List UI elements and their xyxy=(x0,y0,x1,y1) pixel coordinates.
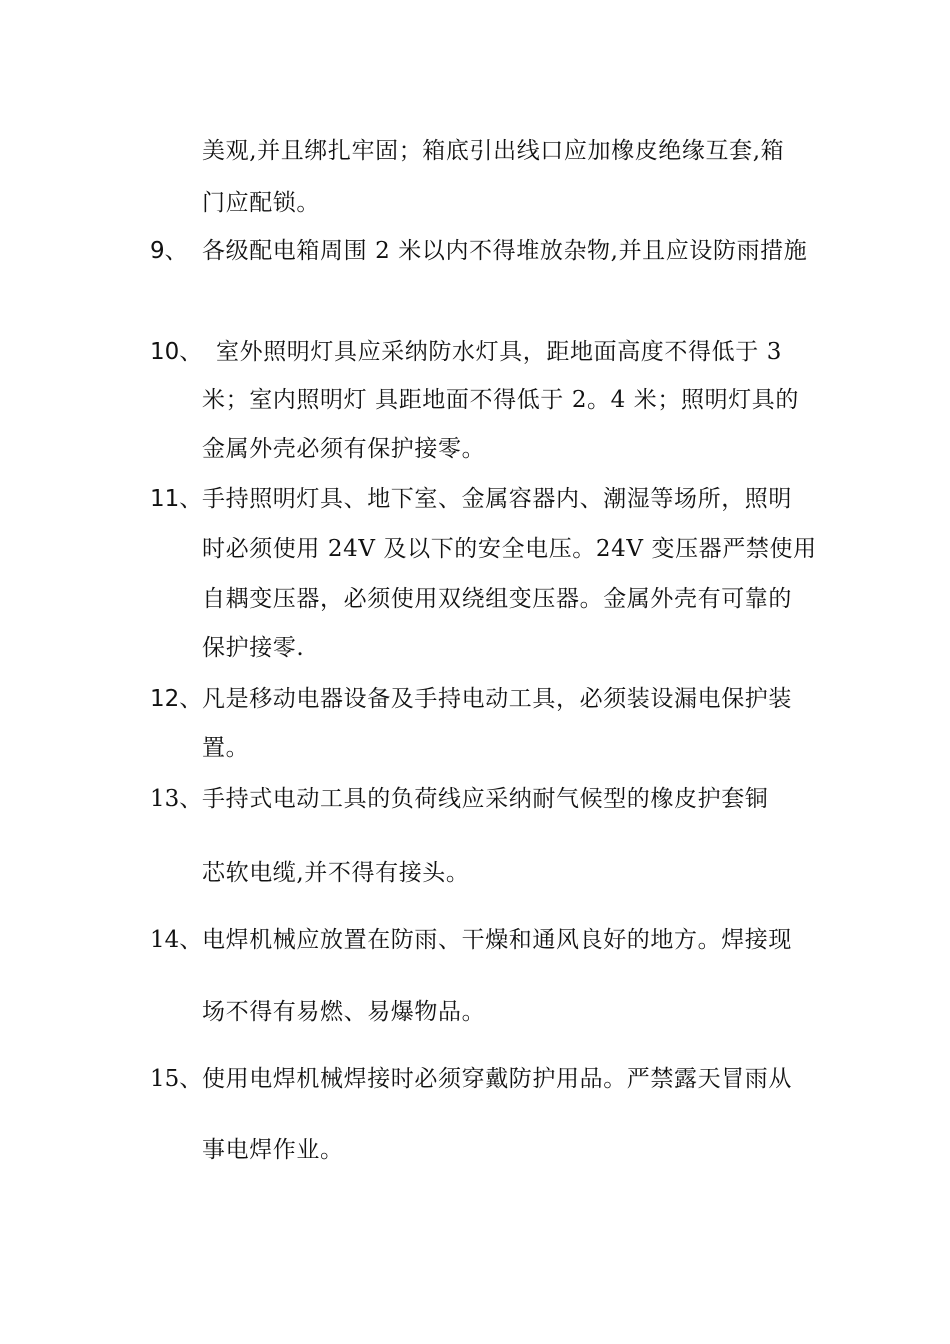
paragraph-line: 美观,并且绑扎牢固；箱底引出线口应加橡皮绝缘互套,箱 xyxy=(202,138,785,164)
item-number: 11、 xyxy=(150,486,203,512)
paragraph-line: 金属外壳必须有保护接零。 xyxy=(202,436,486,462)
paragraph-line: 使用电焊机械焊接时必须穿戴防护用品。严禁露天冒雨从 xyxy=(202,1066,792,1092)
paragraph-line: 凡是移动电器设备及手持电动工具，必须装设漏电保护装 xyxy=(202,686,792,712)
paragraph-line: 各级配电箱周围 2 米以内不得堆放杂物,并且应设防雨措施 xyxy=(202,238,808,264)
item-number: 14、 xyxy=(150,927,203,953)
paragraph-line: 置。 xyxy=(202,735,250,761)
paragraph-line: 手持式电动工具的负荷线应采纳耐气候型的橡皮护套铜 xyxy=(202,786,769,812)
paragraph-line: 事电焊作业。 xyxy=(202,1137,344,1163)
paragraph-line: 门应配锁。 xyxy=(202,190,320,216)
paragraph-line: 保护接零. xyxy=(202,635,305,661)
paragraph-line: 场不得有易燃、易爆物品。 xyxy=(202,999,486,1025)
paragraph-line: 自耦变压器，必须使用双绕组变压器。金属外壳有可靠的 xyxy=(202,586,792,612)
item-number: 10、 xyxy=(150,339,203,365)
item-number: 12、 xyxy=(150,686,203,712)
item-number: 13、 xyxy=(150,786,203,812)
paragraph-line: 时必须使用 24V 及以下的安全电压。24V 变压器严禁使用 xyxy=(202,536,817,562)
paragraph-line: 手持照明灯具、地下室、金属容器内、潮湿等场所，照明 xyxy=(202,486,792,512)
paragraph-line: 电焊机械应放置在防雨、干燥和通风良好的地方。焊接现 xyxy=(202,927,792,953)
paragraph-line: 室外照明灯具应采纳防水灯具，距地面高度不得低于 3 xyxy=(216,339,782,365)
paragraph-line: 芯软电缆,并不得有接头。 xyxy=(202,860,470,886)
item-number: 15、 xyxy=(150,1066,203,1092)
paragraph-line: 米；室内照明灯 具距地面不得低于 2。4 米；照明灯具的 xyxy=(202,387,799,413)
item-number: 9、 xyxy=(150,238,188,264)
